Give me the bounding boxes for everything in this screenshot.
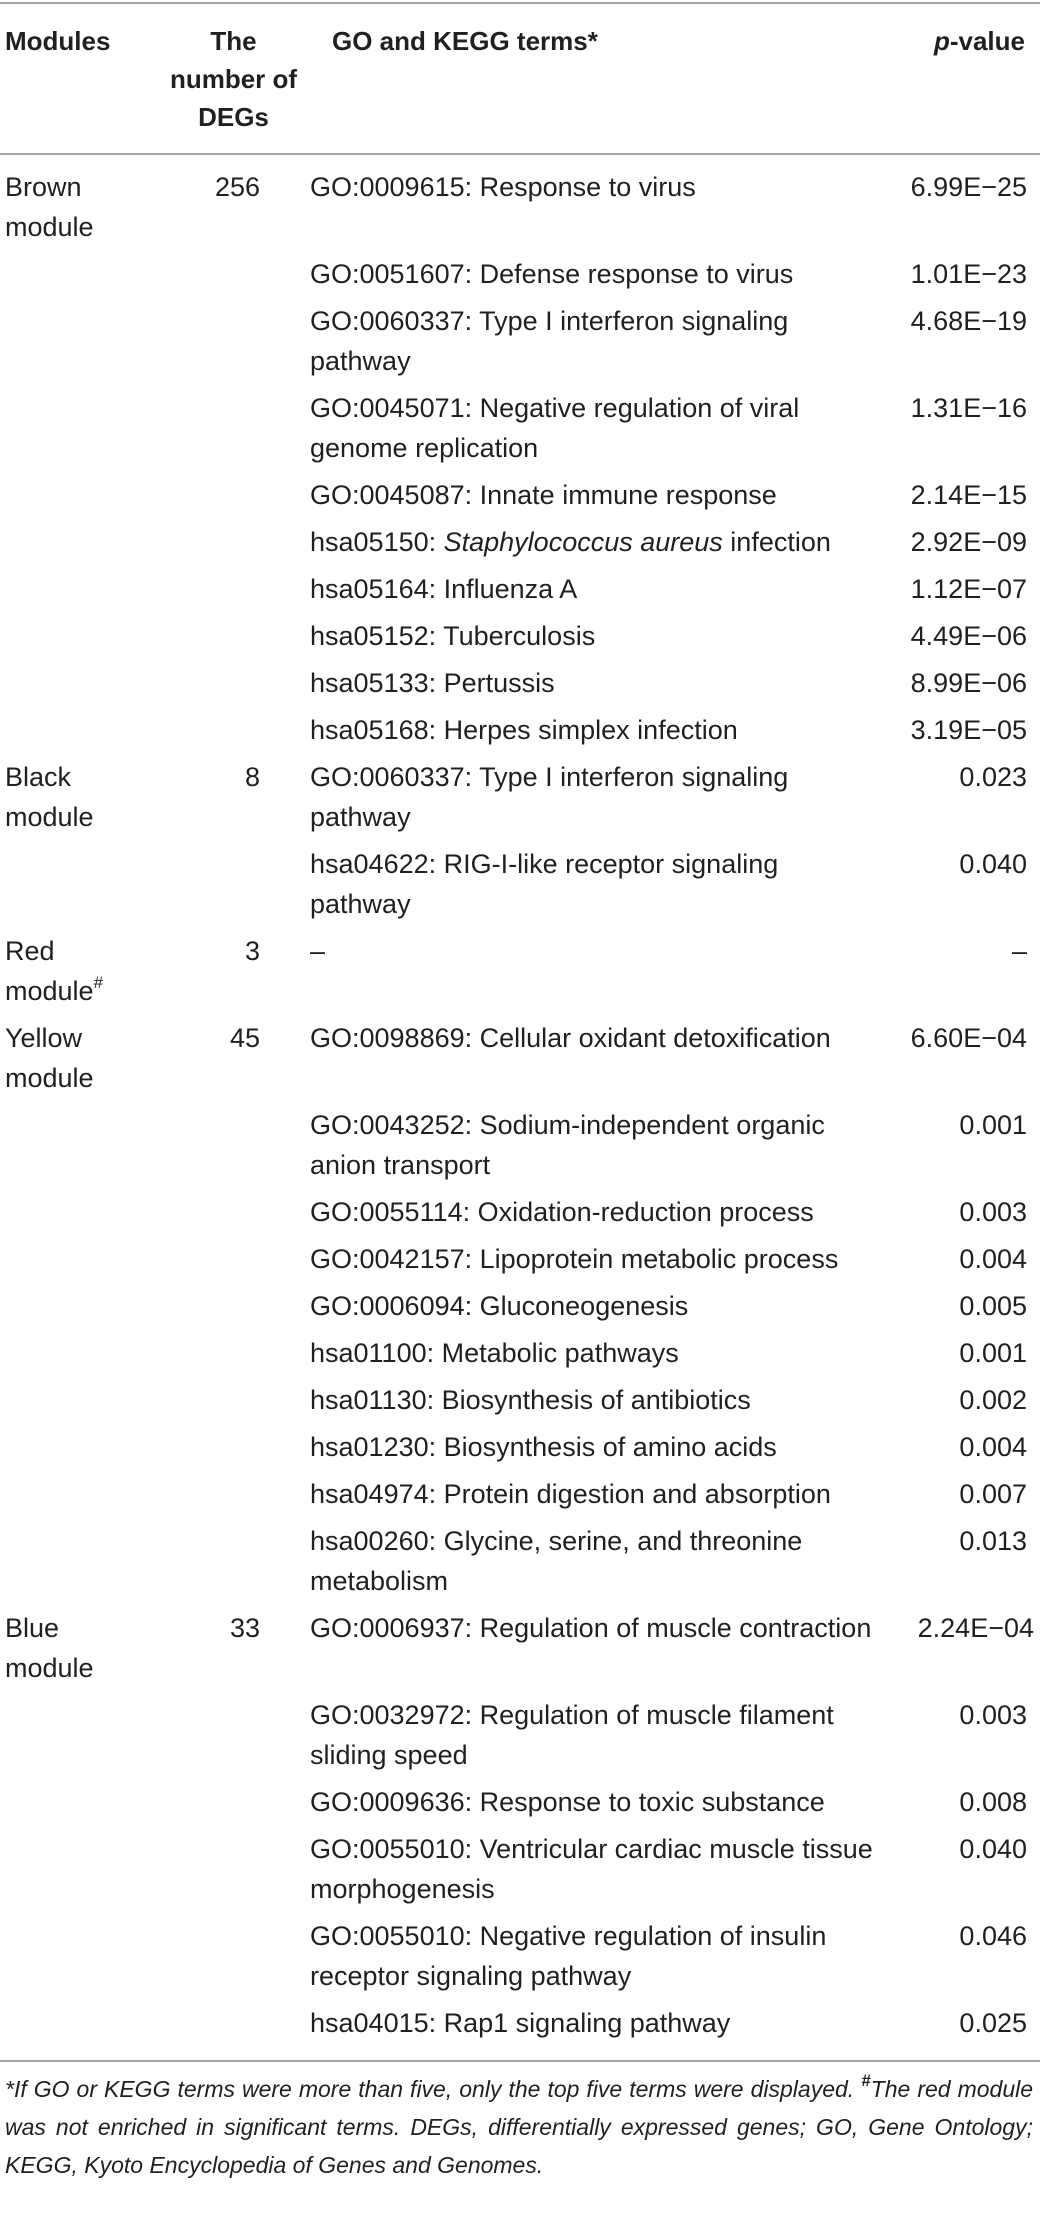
module-name-line2: [5, 971, 180, 1011]
table-row: [0, 247, 1040, 294]
p-value-cell: 0.040: [959, 849, 1027, 879]
module-footnote-mark: #: [93, 973, 104, 992]
header-p-value: [934, 22, 1025, 60]
bottom-rule: [0, 2060, 1040, 2062]
table-footnote: [5, 2070, 1033, 2184]
term-cell: –: [310, 936, 326, 966]
module-name-line1: Blue: [5, 1613, 60, 1643]
table-row: [0, 468, 1040, 515]
term-cell: [260, 1695, 900, 1775]
term-line2: sliding speed: [310, 1740, 468, 1770]
term-line2: receptor signaling pathway: [310, 1961, 632, 1991]
term-line1: GO:0060337: Type I interferon signaling: [310, 762, 789, 792]
p-value-cell: 0.008: [959, 1787, 1027, 1817]
term-cell: [260, 844, 900, 924]
p-value-cell: 6.60E−04: [910, 1023, 1027, 1053]
p-value-cell: 0.003: [959, 1700, 1027, 1730]
deg-count-cell: 3: [244, 936, 260, 966]
term-cell: [260, 1916, 900, 1996]
term-line1: hsa04622: RIG-I-like receptor signaling: [310, 849, 779, 879]
table-row: [0, 562, 1040, 609]
module-name-line1: Yellow: [5, 1023, 83, 1053]
term-line2: pathway: [310, 802, 411, 832]
term-line1: GO:0045071: Negative regulation of viral: [310, 393, 800, 423]
p-value-cell: 0.007: [959, 1479, 1027, 1509]
term-line2: anion transport: [310, 1150, 491, 1180]
term-cell: GO:0009636: Response to toxic substance: [310, 1787, 825, 1817]
p-value-cell: 0.040: [959, 1834, 1027, 1864]
term-cell: GO:0055114: Oxidation-reduction process: [310, 1197, 814, 1227]
module-name-word: module: [5, 1063, 94, 1093]
term-cell: [260, 1105, 900, 1185]
module-name-line1: Brown: [5, 172, 82, 202]
module-name-word: module: [5, 802, 94, 832]
term-cell: [260, 301, 900, 381]
term-cell: hsa05152: Tuberculosis: [310, 621, 596, 651]
term-cell: [260, 522, 900, 562]
p-value-cell: 4.49E−06: [910, 621, 1027, 651]
term-line1: GO:0060337: Type I interferon signaling: [310, 306, 789, 336]
table-row: [0, 1279, 1040, 1326]
p-value-cell: 1.01E−23: [910, 259, 1027, 289]
p-value-cell: 8.99E−06: [910, 668, 1027, 698]
term-cell: hsa04974: Protein digestion and absorption: [310, 1479, 831, 1509]
term-cell: GO:0006937: Regulation of muscle contraction: [310, 1613, 872, 1643]
header-num-line3: DEGs: [198, 102, 269, 132]
module-name-line2: [5, 797, 180, 837]
table-row: [0, 1514, 1040, 1601]
term-cell: hsa01130: Biosynthesis of antibiotics: [310, 1385, 751, 1415]
p-value-cell: 2.14E−15: [910, 480, 1027, 510]
table-row: [0, 1467, 1040, 1514]
header-p-italic: p: [933, 26, 950, 56]
deg-count-cell: 45: [229, 1023, 260, 1053]
p-value-cell: 3.19E−05: [910, 715, 1027, 745]
table-body: [0, 160, 1040, 2043]
footnote-part2: The red module was not enriched in significant terms. DEGs, differentially expressed genes; GO, Gene Ontology; KEGG, Kyoto Encyclopedia of Genes and Genomes.: [5, 2076, 1034, 2178]
table-row: [0, 1011, 1040, 1098]
table-row: [0, 1822, 1040, 1909]
term-line1: hsa00260: Glycine, serine, and threonine: [310, 1526, 803, 1556]
p-value-cell: 6.99E−25: [910, 172, 1027, 202]
p-value-cell: 0.013: [959, 1526, 1027, 1556]
module-name-line2: [5, 207, 180, 247]
p-value-cell: 2.24E−04: [917, 1613, 1034, 1643]
term-line2: metabolism: [310, 1566, 449, 1596]
term-cell: hsa05133: Pertussis: [310, 668, 555, 698]
p-value-cell: –: [1011, 936, 1027, 966]
term-cell: hsa01230: Biosynthesis of amino acids: [310, 1432, 777, 1462]
term-cell: GO:0098869: Cellular oxidant detoxification: [310, 1023, 831, 1053]
term-cell: hsa04015: Rap1 signaling pathway: [310, 2008, 731, 2038]
table-row: [0, 1909, 1040, 1996]
header-num-line2: number of: [169, 64, 298, 94]
p-value-cell: 0.002: [959, 1385, 1027, 1415]
header-rule: [0, 153, 1040, 155]
footnote-star: *: [5, 2076, 14, 2102]
module-name-line2: [5, 1648, 180, 1688]
table-row: [0, 1601, 1040, 1688]
deg-count-cell: 8: [244, 762, 260, 792]
term-species-name: Staphylococcus aureus: [443, 527, 723, 557]
table-row: [0, 1232, 1040, 1279]
table-row: [0, 1688, 1040, 1775]
table-row: [0, 924, 1040, 1011]
module-name-word: module: [5, 976, 94, 1006]
term-cell: [260, 388, 900, 468]
table-row: [0, 1996, 1040, 2043]
header-terms: GO and KEGG terms*: [332, 26, 598, 56]
p-value-cell: 2.92E−09: [910, 527, 1027, 557]
table-row: [0, 1098, 1040, 1185]
p-value-cell: 0.001: [959, 1338, 1027, 1368]
table-row: [0, 609, 1040, 656]
p-value-cell: 1.12E−07: [910, 574, 1027, 604]
p-value-cell: 1.31E−16: [910, 393, 1027, 423]
deg-count-cell: 256: [214, 172, 260, 202]
table-row: [0, 1326, 1040, 1373]
term-cell: [260, 757, 900, 837]
table-row: [0, 656, 1040, 703]
term-cell: hsa05164: Influenza A: [310, 574, 578, 604]
module-cell: [0, 1608, 180, 1688]
header-modules: Modules: [5, 26, 111, 56]
term-cell: hsa05168: Herpes simplex infection: [310, 715, 738, 745]
module-cell: [0, 931, 180, 1011]
term-prefix: hsa05150:: [310, 527, 444, 557]
term-line1: GO:0055010: Ventricular cardiac muscle tissue: [310, 1834, 873, 1864]
table-row: [0, 1775, 1040, 1822]
table-row: [0, 1420, 1040, 1467]
term-cell: [260, 1521, 900, 1601]
table-row: [0, 515, 1040, 562]
table-row: [0, 381, 1040, 468]
table-row: [0, 1373, 1040, 1420]
module-name-line1: Black: [5, 762, 72, 792]
table-row: [0, 1185, 1040, 1232]
term-line1: GO:0055010: Negative regulation of insulin: [310, 1921, 827, 1951]
term-cell: GO:0042157: Lipoprotein metabolic process: [310, 1244, 839, 1274]
term-cell: GO:0009615: Response to virus: [310, 172, 696, 202]
module-cell: [0, 1018, 180, 1098]
p-value-cell: 0.003: [959, 1197, 1027, 1227]
module-name-line1: Red: [5, 936, 55, 966]
deg-count-cell: 33: [229, 1613, 260, 1643]
p-value-cell: 0.004: [959, 1432, 1027, 1462]
p-value-cell: 0.001: [959, 1110, 1027, 1140]
p-value-cell: 0.023: [959, 762, 1027, 792]
term-line1: GO:0043252: Sodium-independent organic: [310, 1110, 825, 1140]
module-name-line2: [5, 1058, 180, 1098]
header-number-of-degs: [151, 22, 316, 136]
module-cell: [0, 167, 180, 247]
table-row: [0, 703, 1040, 750]
p-value-cell: 0.005: [959, 1291, 1027, 1321]
footnote-part1: If GO or KEGG terms were more than five, only the top five terms were displayed.: [13, 2076, 862, 2102]
term-line2: genome replication: [310, 433, 539, 463]
top-rule: [0, 2, 1040, 4]
p-value-cell: 0.025: [959, 2008, 1027, 2038]
p-value-cell: 0.046: [959, 1921, 1027, 1951]
term-cell: [260, 1829, 900, 1909]
header-num-line1: The: [210, 26, 257, 56]
term-line2: morphogenesis: [310, 1874, 495, 1904]
footnote-hash: #: [861, 2071, 871, 2091]
table-row: [0, 750, 1040, 837]
table-row: [0, 837, 1040, 924]
table-row: [0, 294, 1040, 381]
term-cell: GO:0045087: Innate immune response: [310, 480, 777, 510]
term-line2: pathway: [310, 346, 411, 376]
term-line2: pathway: [310, 889, 411, 919]
header-p-rest: -value: [949, 26, 1025, 56]
p-value-cell: 0.004: [959, 1244, 1027, 1274]
term-line1: GO:0032972: Regulation of muscle filament: [310, 1700, 834, 1730]
module-cell: [0, 757, 180, 837]
term-cell: GO:0051607: Defense response to virus: [310, 259, 794, 289]
term-cell: hsa01100: Metabolic pathways: [310, 1338, 679, 1368]
module-name-word: module: [5, 212, 94, 242]
term-suffix: infection: [722, 527, 831, 557]
term-cell: GO:0006094: Gluconeogenesis: [310, 1291, 689, 1321]
table-row: [0, 160, 1040, 247]
p-value-cell: 4.68E−19: [910, 306, 1027, 336]
module-name-word: module: [5, 1653, 94, 1683]
